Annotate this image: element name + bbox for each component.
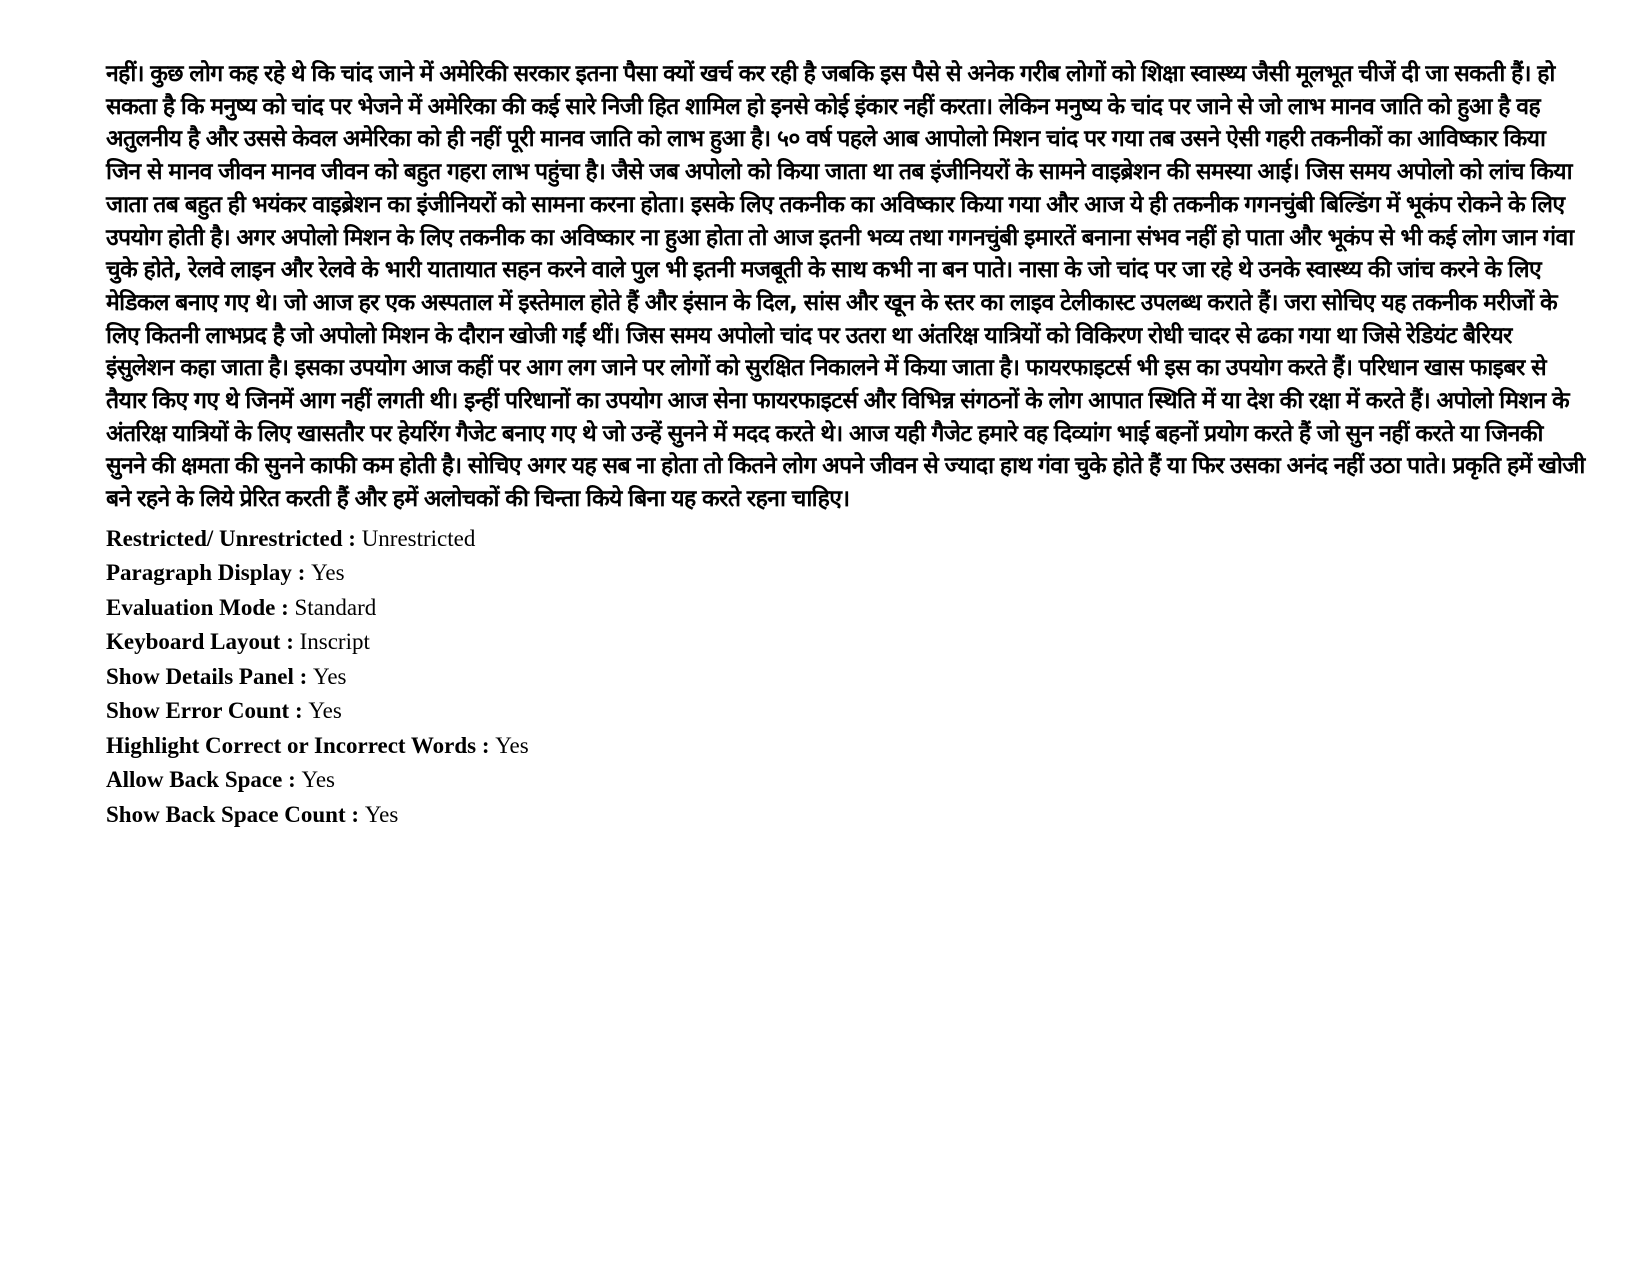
setting-label: Highlight Correct or Incorrect Words [106, 732, 477, 758]
setting-separator: : [275, 594, 295, 620]
setting-value: Yes [364, 801, 399, 827]
setting-show-error-count [106, 694, 1586, 729]
setting-value: Yes [308, 698, 342, 724]
setting-value: Yes [301, 767, 335, 793]
setting-label: Show Error Count [106, 698, 290, 724]
setting-value: Inscript [299, 629, 370, 655]
setting-allow-back-space [106, 763, 1586, 798]
setting-show-back-space-count [106, 798, 1586, 833]
setting-separator: : [289, 698, 309, 724]
setting-separator: : [476, 732, 496, 758]
settings-list [106, 522, 1586, 833]
setting-label: Keyboard Layout [106, 629, 281, 655]
setting-keyboard-layout [106, 625, 1586, 660]
setting-label: Show Back Space Count [106, 801, 346, 827]
setting-separator: : [345, 801, 365, 827]
setting-paragraph-display [106, 556, 1586, 591]
hindi-passage: नहीं। कुछ लोग कह रहे थे कि चांद जाने में अमेरिकी सरकार इतना पैसा क्यों खर्च कर रही है जबकि इस पैसे से अनेक गरीब लोगों को शिक्षा स्वास्थ्य जैसी मूलभूत चीजें दी जा सकती हैं। हो सकता है कि मनुष्य को चांद पर भेजने में अमेरिका की कई सारे निजी हित शामिल हो इनसे कोई इंकार नहीं करता। लेकिन मनुष्य के चांद पर जाने से जो लाभ मानव जाति को हुआ है वह अतुलनीय है और उससे केवल अमेरिका को ही नहीं पूरी मानव जाति को लाभ हुआ है। ५० वर्ष पहले आब आपोलो मिशन चांद पर गया तब उसने ऐसी गहरी तकनीकों का आविष्कार किया जिन से मानव जीवन मानव जीवन को बहुत गहरा लाभ पहुंचा है। जैसे जब अपोलो को किया जाता था तब इंजीनियरों के सामने वाइब्रेशन की समस्या आई। जिस समय अपोलो को लांच किया जाता तब बहुत ही भयंकर वाइब्रेशन का इंजीनियरों को सामना करना होता। इसके लिए तकनीक का अविष्कार किया गया और आज ये ही तकनीक गगनचुंबी बिल्डिंग में भूकंप रोकने के लिए उपयोग होती है। अगर अपोलो मिशन के लिए तकनीक का अविष्कार ना हुआ होता तो आज इतनी भव्य तथा गगनचुंबी इमारतें बनाना संभव नहीं हो पाता और भूकंप से भी कई लोग जान गंवा चुके होते, रेलवे लाइन और रेलवे के भारी यातायात सहन करने वाले पुल भी इतनी मजबूती के साथ कभी ना बन पाते। नासा के जो चांद पर जा रहे थे उनके स्वास्थ्य की जांच करने के लिए मेडिकल बनाए गए थे। जो आज हर एक अस्पताल में इस्तेमाल होते हैं और इंसान के दिल, सांस और खून के स्तर का लाइव टेलीकास्ट उपलब्ध कराते हैं। जरा सोचिए यह तकनीक मरीजों के लिए कितनी लाभप्रद है जो अपोलो मिशन के दौरान खोजी गईं थीं। जिस समय अपोलो चांद पर उतरा था अंतरिक्ष यात्रियों को विकिरण रोधी चादर से ढका गया था जिसे रेडियंट बैरियर इंसुलेशन कहा जाता है। इसका उपयोग आज कहीं पर आग लग जाने पर लोगों को सुरक्षित निकालने में किया जाता है। फायरफाइटर्स भी इस का उपयोग करते हैं। परिधान खास फाइबर से तैयार किए गए थे जिनमें आग नहीं लगती थी। इन्हीं परिधानों का उपयोग आज सेना फायरफाइटर्स और विभिन्न संगठनों के लोग आपात स्थिति में या देश की रक्षा में करते हैं। अपोलो मिशन के अंतरिक्ष यात्रियों के लिए खासतौर पर हेयरिंग गैजेट बनाए गए थे जो उन्हें सुनने में मदद करते थे। आज यही गैजेट हमारे वह दिव्यांग भाई बहनों प्रयोग करते हैं जो सुन नहीं करते या जिनकी सुनने की क्षमता की सुनने काफी कम होती है। सोचिए अगर यह सब ना होता तो कितने लोग अपने जीवन से ज्यादा हाथ गंवा चुके होते हैं या फिर उसका अनंद नहीं उठा पाते। प्रकृति हमें खोजी बने रहने के लिये प्रेरित करती हैं और हमें अलोचकों की चिन्ता किये बिना यह करते रहना चाहिए। [106, 61, 1585, 513]
setting-separator: : [280, 629, 300, 655]
setting-value: Yes [311, 560, 345, 586]
setting-restricted [106, 522, 1586, 557]
setting-label: Paragraph Display [106, 560, 292, 586]
setting-label: Allow Back Space [106, 767, 283, 793]
setting-value: Unrestricted [361, 525, 476, 551]
setting-separator: : [291, 560, 312, 586]
setting-label: Show Details Panel [106, 663, 294, 689]
setting-separator: : [282, 767, 302, 793]
setting-label: Evaluation Mode [106, 594, 276, 620]
setting-value: Standard [294, 594, 377, 620]
setting-label: Restricted/ Unrestricted [106, 525, 343, 551]
setting-value: Yes [495, 732, 529, 758]
setting-value: Yes [313, 663, 347, 689]
document-page [106, 58, 1586, 832]
setting-show-details-panel [106, 660, 1586, 695]
setting-highlight-words [106, 729, 1586, 764]
setting-evaluation-mode [106, 591, 1586, 626]
setting-separator: : [342, 525, 362, 551]
setting-separator: : [293, 663, 314, 689]
